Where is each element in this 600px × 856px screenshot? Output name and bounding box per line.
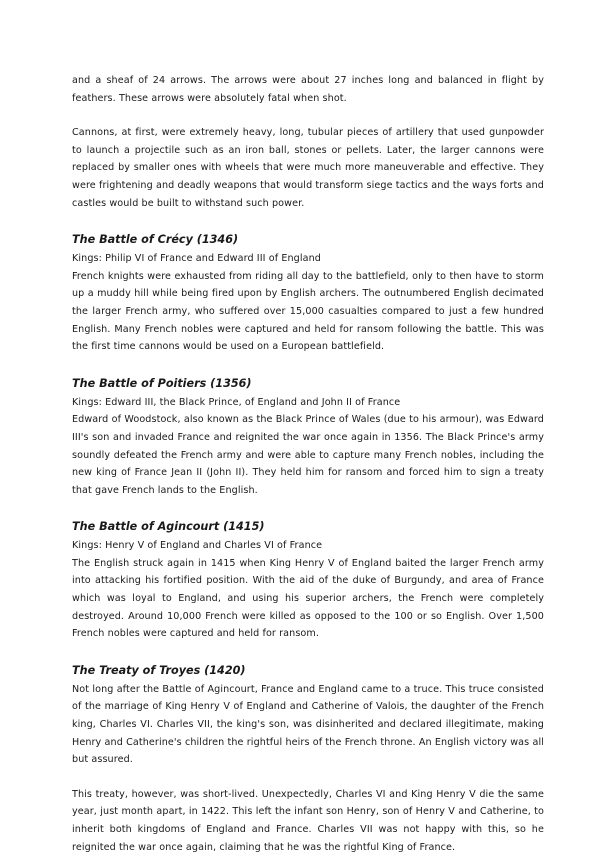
section-troyes bbox=[72, 661, 544, 856]
section-title: The Battle of Poitiers (1356) bbox=[72, 376, 252, 390]
section-kings: Kings: Philip VI of France and Edward III of England bbox=[72, 253, 321, 265]
section-kings: Kings: Edward III, the Black Prince, of England and John II of France bbox=[72, 396, 401, 408]
section-poitiers bbox=[72, 374, 544, 500]
intro-paragraph-1: and a sheaf of 24 arrows. The arrows were about 27 inches long and balanced in flight by feathers. These arrows were absolutely fatal when shot. bbox=[72, 75, 544, 104]
section-body: French knights were exhausted from riding all day to the battlefield, only to then have to storm up a muddy hill while being fired upon by English archers. The outnumbered English decimated the larger French army, who suffered over 15,000 casualties compared to just a few hundred English. Many French nobles were captured and held for ransom following the battle. This was the first time cannons would be used on a European battlefield. bbox=[72, 270, 544, 353]
section-body: Edward of Woodstock, also known as the Black Prince of Wales (due to his armour), was Edward III's son and invaded France and reignited the war once again in 1356. The Black Prince's army soundly defeated the French army and were able to capture many French nobles, including the new king of France Jean II (John II). They held him for ransom and forced him to sign a treaty that gave French lands to the English. bbox=[72, 414, 544, 496]
section-title: The Battle of Agincourt (1415) bbox=[72, 520, 265, 534]
section-body: The English struck again in 1415 when King Henry V of England baited the larger French army into attacking his fortified position. With the aid of the duke of Burgundy, and area of France which was loyal to England, and using his superior archers, the French were completely destroyed. Around 10,000 French were killed as opposed to the 100 or so English. Over 1,500 French nobles were captured and held for ransom. bbox=[72, 557, 544, 640]
section-agincourt bbox=[72, 517, 544, 643]
section-title: The Battle of Crécy (1346) bbox=[72, 233, 239, 247]
section-body: Not long after the Battle of Agincourt, France and England came to a truce. This truce consisted of the marriage of King Henry V of England and Catherine of Valois, the daughter of the French king, Charles VI. Charles VII, the king's son, was disinherited and declared illegitimate, making Henry and Catherine's children the rightful heirs of the French throne. An English victory was all but assured. bbox=[72, 683, 544, 766]
section-body-2: This treaty, however, was short-lived. Unexpectedly, Charles VI and King Henry V die the same year, just month apart, in 1422. This left the infant son Henry, son of Henry V and Catherine, to inherit both kingdoms of England and France. Charles VII was not happy with this, so he reignited the war once again, claiming that he was the rightful King of France. bbox=[72, 788, 544, 853]
intro-paragraph-2: Cannons, at first, were extremely heavy, long, tubular pieces of artillery that used gunpowder to launch a projectile such as an iron ball, stones or pellets. Later, the larger cannons were replaced by smaller ones with wheels that were much more maneuverable and effective. They were frightening and deadly weapons that would transform siege tactics and the ways forts and castles would be built to withstand such power. bbox=[72, 127, 544, 209]
section-kings: Kings: Henry V of England and Charles VI of France bbox=[72, 540, 323, 552]
section-crecy bbox=[72, 230, 544, 356]
section-title: The Treaty of Troyes (1420) bbox=[72, 663, 246, 677]
